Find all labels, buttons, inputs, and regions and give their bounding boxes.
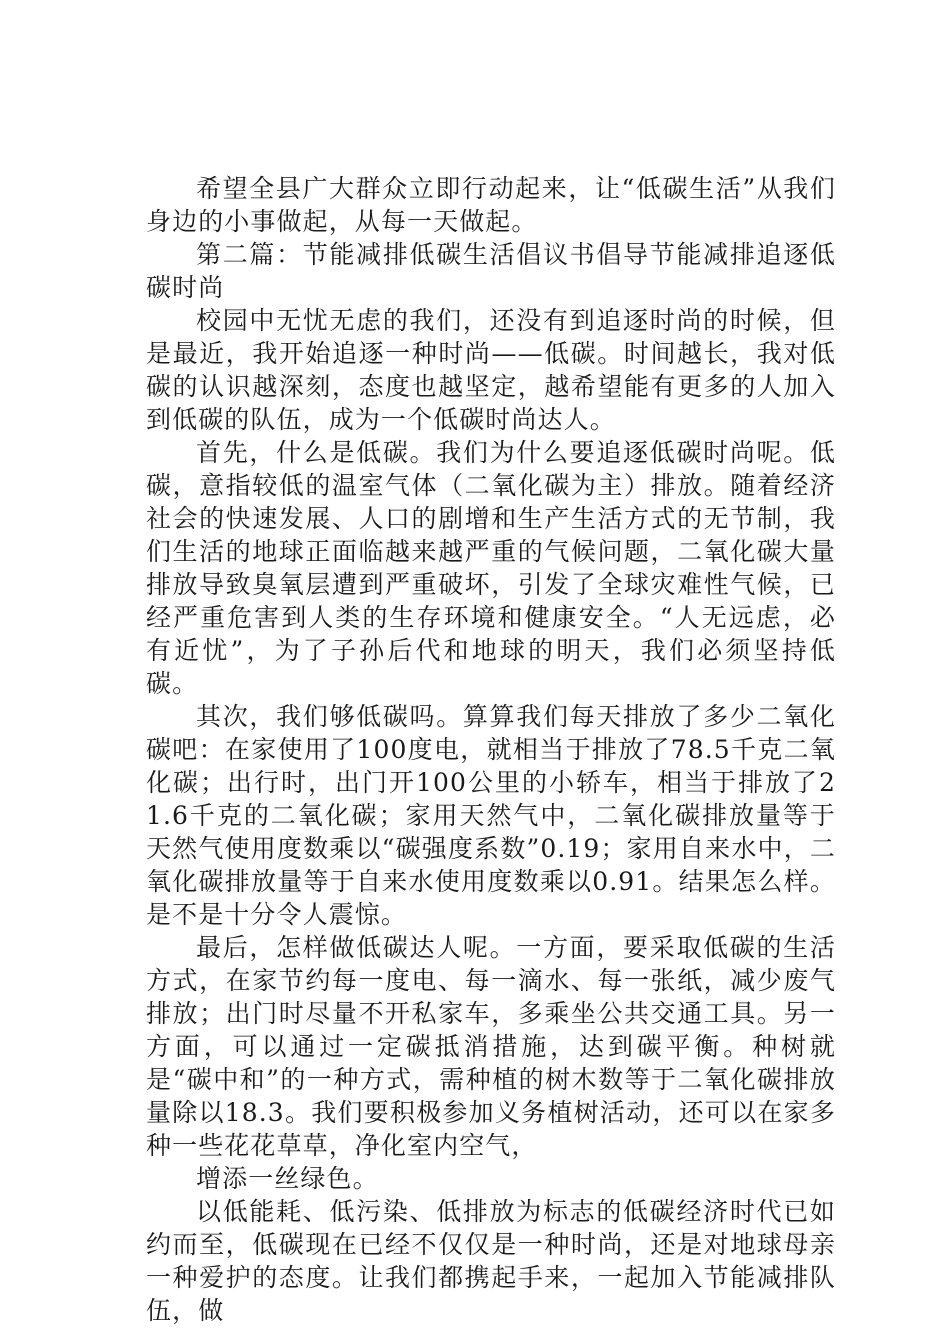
paragraph-conclusion: 以低能耗、低污染、低排放为标志的低碳经济时代已如约而至，低碳现在已经不仅仅是一种时尚，还是对地球母亲一种爱护的态度。让我们都携起手来，一起加入节能减排队伍，做 bbox=[146, 1197, 836, 1325]
paragraph-what-is-low-carbon: 首先，什么是低碳。我们为什么要追逐低碳时尚呢。低碳，意指较低的温室气体（二氧化碳为主）排放。随着经济社会的快速发展、人口的剧增和生产生活方式的无节制，我们生活的地球正面临越来越严重的气候问题，二氧化碳大量排放导致臭氧层遭到严重破坏，引发了全球灾难性气候，已经严重危害到人类的生存环境和健康安全。“人无远虑，必有近忧”，为了子孙后代和地球的明天，我们必须坚持低碳。 bbox=[146, 438, 836, 698]
paragraph-how-to: 最后，怎样做低碳达人呢。一方面，要采取低碳的生活方式，在家节约每一度电、每一滴水、每一张纸，减少废气排放；出门时尽量不开私家车，多乘坐公共交通工具。另一方面，可以通过一定碳抵消措施，达到碳平衡。种树就是“碳中和”的一种方式，需种植的树木数等于二氧化碳排放量除以18.3。我们要积极参加义务植树活动，还可以在家多种一些花花草草，净化室内空气， bbox=[146, 933, 836, 1160]
paragraph-intro: 校园中无忧无虑的我们，还没有到追逐时尚的时候，但是最近，我开始追逐一种时尚——低碳。时间越长，我对低碳的认识越深刻，态度也越坚定，越希望能有更多的人加入到低碳的队伍，成为一个低碳时尚达人。 bbox=[146, 306, 836, 434]
paragraph-green: 增添一丝绿色。 bbox=[196, 1164, 379, 1193]
section-heading: 第二篇：节能减排低碳生活倡议书倡导节能减排追逐低碳时尚 bbox=[146, 240, 836, 302]
paragraph-emissions: 其次，我们够低碳吗。算算我们每天排放了多少二氧化碳吧：在家使用了100度电，就相当于排放了78.5千克二氧化碳；出行时，出门开100公里的小轿车，相当于排放了21.6千克的二氧化碳；家用天然气中，二氧化碳排放量等于天然气使用度数乘以“碳强度系数”0.19；家用自来水中，二氧化碳排放量等于自来水使用度数乘以0.91。结果怎么样。是不是十分令人震惊。 bbox=[146, 702, 836, 929]
paragraph-call-to-action: 希望全县广大群众立即行动起来，让“低碳生活”从我们身边的小事做起，从每一天做起。 bbox=[146, 174, 836, 236]
body-text bbox=[146, 172, 836, 1327]
